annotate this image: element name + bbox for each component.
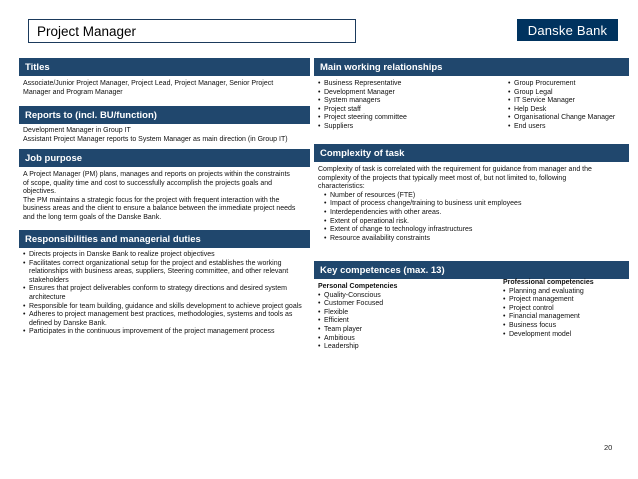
- reports-to-text: [23, 127, 313, 144]
- complexity-text: [318, 166, 628, 243]
- titles-text: [23, 80, 313, 97]
- relationship-item: • IT Service Manager: [508, 97, 633, 106]
- job-purpose-line: The PM maintains a strategic focus for the project with frequent interaction with the: [23, 196, 280, 204]
- complexity-item: • Resource availability constraints: [324, 235, 628, 244]
- personal-competences: [318, 283, 498, 352]
- complexity-line: Complexity of task is correlated with the requirement for guidance from manager and the: [318, 166, 592, 173]
- professional-competence-item: • Planning and evaluating: [503, 288, 633, 297]
- logo-text: Danske Bank: [527, 22, 608, 38]
- personal-competence-item: • Team player: [318, 326, 498, 335]
- relationship-item: • Project staff: [318, 106, 498, 115]
- relationship-item: • Suppliers: [318, 123, 498, 132]
- complexity-item: • Extent of change to technology infrastructures: [324, 226, 628, 235]
- complexity-line: complexity of the projects that typically meet most of, but not limited to, following: [318, 174, 567, 182]
- personal-competence-item: • Ambitious: [318, 335, 498, 344]
- relationships-left-list: [318, 80, 498, 132]
- relationship-item: • Development Manager: [318, 89, 498, 98]
- complexity-header: Complexity of task: [314, 144, 629, 162]
- personal-competence-item: • Efficient: [318, 317, 498, 326]
- complexity-item: • Interdependencies with other areas.: [324, 209, 628, 218]
- job-purpose-header: Job purpose: [19, 149, 310, 167]
- relationship-item: • End users: [508, 123, 633, 132]
- personal-competence-item: • Flexible: [318, 309, 498, 318]
- professional-competences-title: Professional competencies: [503, 279, 594, 286]
- professional-competence-item: • Development model: [503, 331, 633, 340]
- relationship-item: • Group Procurement: [508, 80, 633, 89]
- responsibilities-list: [23, 251, 306, 337]
- responsibility-item: • Directs projects in Danske Bank to realize project objectives: [23, 251, 306, 260]
- job-purpose-line: of scope, quality time and cost to successfully accomplish the projects goals and: [23, 179, 273, 187]
- professional-competences: [503, 279, 633, 339]
- relationships-right-list: [508, 80, 633, 132]
- relationship-item: • Organisational Change Manager: [508, 114, 633, 123]
- responsibility-item: • Facilitates correct organizational setup for the project and establishes the working relationships with business areas, suppliers, Steering committee, and other relevant stakeholders: [23, 260, 306, 286]
- professional-competence-item: • Project management: [503, 296, 633, 305]
- complexity-item: • Extent of operational risk.: [324, 218, 628, 227]
- personal-competences-title: Personal Competencies: [318, 283, 398, 290]
- professional-competence-item: • Financial management: [503, 313, 633, 322]
- relationship-item: • System managers: [318, 97, 498, 106]
- responsibility-item: • Ensures that project deliverables conform to strategy directions and desired system architecture: [23, 285, 306, 302]
- responsibility-item: • Responsible for team building, guidance and skills development to achieve project goals: [23, 303, 306, 312]
- personal-competence-item: • Quality-Conscious: [318, 292, 498, 301]
- job-purpose-text: [23, 171, 313, 223]
- titles-header: Titles: [19, 58, 310, 76]
- competences-header: Key competences (max. 13): [314, 261, 629, 279]
- relationship-item: • Help Desk: [508, 106, 633, 115]
- personal-competence-item: • Customer Focused: [318, 300, 498, 309]
- reports-to-line-1: Development Manager in Group IT: [23, 127, 131, 134]
- job-purpose-line: objectives.: [23, 188, 57, 196]
- relationship-item: • Business Representative: [318, 80, 498, 89]
- professional-competence-item: • Project control: [503, 305, 633, 314]
- responsibility-item: • Adheres to project management best practices, methodologies, systems and tools as defined by Danske Bank.: [23, 311, 306, 328]
- complexity-item: • Number of resources (FTE): [324, 192, 628, 201]
- job-purpose-line: and the long term goals of the Danske Bank.: [23, 213, 162, 221]
- page-number: 20: [604, 443, 613, 452]
- job-purpose-line: business areas and the client to ensure a balance between the immediate project needs: [23, 205, 296, 213]
- responsibilities-header: Responsibilities and managerial duties: [19, 230, 310, 248]
- complexity-line: characteristics:: [318, 183, 365, 191]
- responsibility-item: • Participates in the continuous improvement of the project management process: [23, 328, 306, 337]
- page-title: Project Manager: [28, 19, 356, 43]
- relationships-header: Main working relationships: [314, 58, 629, 76]
- relationship-item: • Project steering committee: [318, 114, 498, 123]
- professional-competence-item: • Business focus: [503, 322, 633, 331]
- danske-bank-logo: [517, 19, 618, 41]
- relationship-item: • Group Legal: [508, 89, 633, 98]
- complexity-item: • Impact of process change/training to business unit employees: [324, 200, 628, 209]
- titles-line-1: Associate/Junior Project Manager, Project Lead, Project Manager, Senior Project: [23, 80, 274, 87]
- reports-to-line-2: Assistant Project Manager reports to System Manager as main direction (in Group IT): [23, 135, 288, 143]
- titles-line-2: Manager and Program Manager: [23, 88, 123, 96]
- personal-competence-item: • Leadership: [318, 343, 498, 352]
- job-purpose-line: A Project Manager (PM) plans, manages and reports on projects within the constraints: [23, 171, 290, 178]
- reports-to-header: Reports to (incl. BU/function): [19, 106, 310, 124]
